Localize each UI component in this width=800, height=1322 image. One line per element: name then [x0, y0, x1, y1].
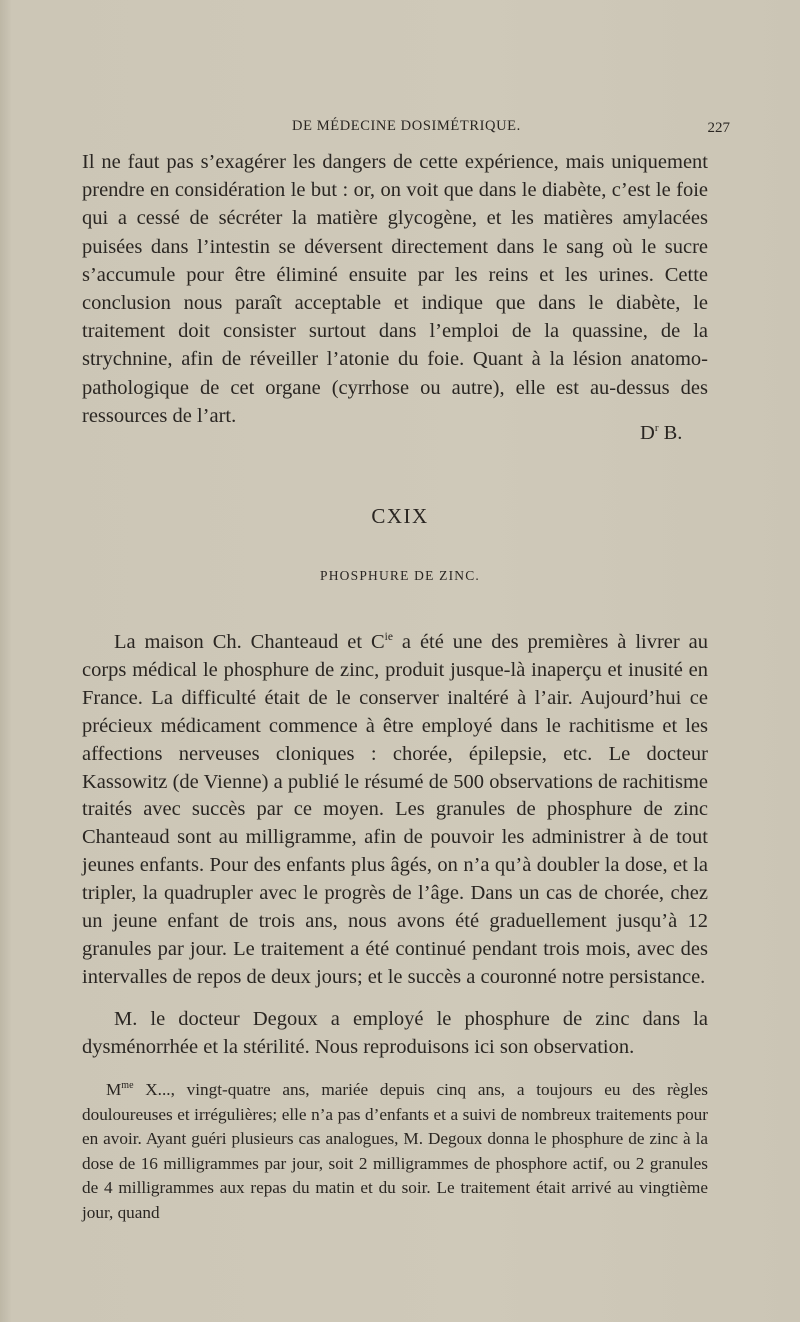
note-superscript: me: [121, 1080, 134, 1091]
running-header: [80, 116, 730, 140]
note-start: M: [106, 1080, 122, 1099]
paragraph-2-start: La maison Ch. Chanteaud et C: [114, 631, 385, 653]
running-title: DE MÉDECINE DOSIMÉTRIQUE.: [292, 118, 521, 134]
paragraph-zinc-phosphide: [82, 624, 708, 992]
paragraph-2-rest: a été une des premières à livrer au corps médical le phosphure de zinc, produit jusque-là inaperçu et inusité en France. La difficulté était de le conserver inaltéré à l’air. Aujourd’hui ce précieux médicament commence à être employé dans le rachitisme et les affections nerveuses cloniques : chorée, épilepsie, etc. Le docteur Kassowitz (de Vienne) a publié le résumé de 500 observations de rachitisme traités avec succès par ce moyen. Les granules de phosphure de zinc Chanteaud sont au milligramme, afin de pouvoir les administrer à de tout jeunes enfants. Pour des enfants plus âgés, on n’a qu’à doubler la dose, et la tripler, la quadrupler avec le progrès de l’âge. Dans un cas de chorée, chez un jeune enfant de trois ans, nous avons été graduellement jusqu’à 12 granules par jour. Le traitement a été continué pendant trois mois, avec des intervalles de repos de deux jours; et le succès a couronné notre persistance.: [82, 631, 708, 988]
chapter-title: PHOSPHURE DE ZINC.: [320, 568, 480, 583]
signature-name: B.: [658, 422, 683, 444]
page-number: 227: [707, 120, 730, 136]
signature-superscript: r: [654, 422, 659, 434]
paragraph-degoux: M. le docteur Degoux a employé le phosphure de zinc dans la dysménorrhée et la stérilité. Nous reproduisons ici son observation.: [82, 1008, 708, 1058]
case-observation: [82, 1074, 708, 1225]
author-signature: [640, 422, 682, 445]
chapter-number: CXIX: [371, 504, 429, 528]
paragraph-diabetes-conclusion: Il ne faut pas s’exagérer les dangers de cette expérience, mais uniquement prendre en considération le but : or, on voit que dans le diabète, c’est le foie qui a cessé de sécréter la matière glycogène, et les matières amylacées puisées dans l’intestin se déversent directement dans le sang où le sucre s’accumule pour être éliminé ensuite par les reins et les urines. Cette conclusion nous paraît acceptable et indique que dans le diabète, le traitement doit consister surtout dans l’emploi de la quassine, de la strychnine, afin de réveiller l’atonie du foie. Quant à la lésion anatomo-pathologique de cet organe (cyrrhose ou autre), elle est au-dessus des ressources de l’art.: [82, 151, 708, 427]
paragraph-2-superscript: ie: [384, 631, 393, 643]
note-rest: X..., vingt-quatre ans, mariée depuis cinq ans, a toujours eu des règles douloureuses et irrégulières; elle n’a pas d’enfants et a suivi de nombreux traitements pour en avoir. Ayant guéri plusieurs cas analogues, M. Degoux donna le phosphure de zinc à la dose de 16 milligrammes par jour, soit 2 milligrammes de phosphore actif, ou 2 granules de 4 milligrammes aux repas du matin et du soir. Le traitement était arrivé au vingtième jour, quand: [82, 1080, 708, 1222]
signature-prefix: D: [640, 422, 655, 444]
